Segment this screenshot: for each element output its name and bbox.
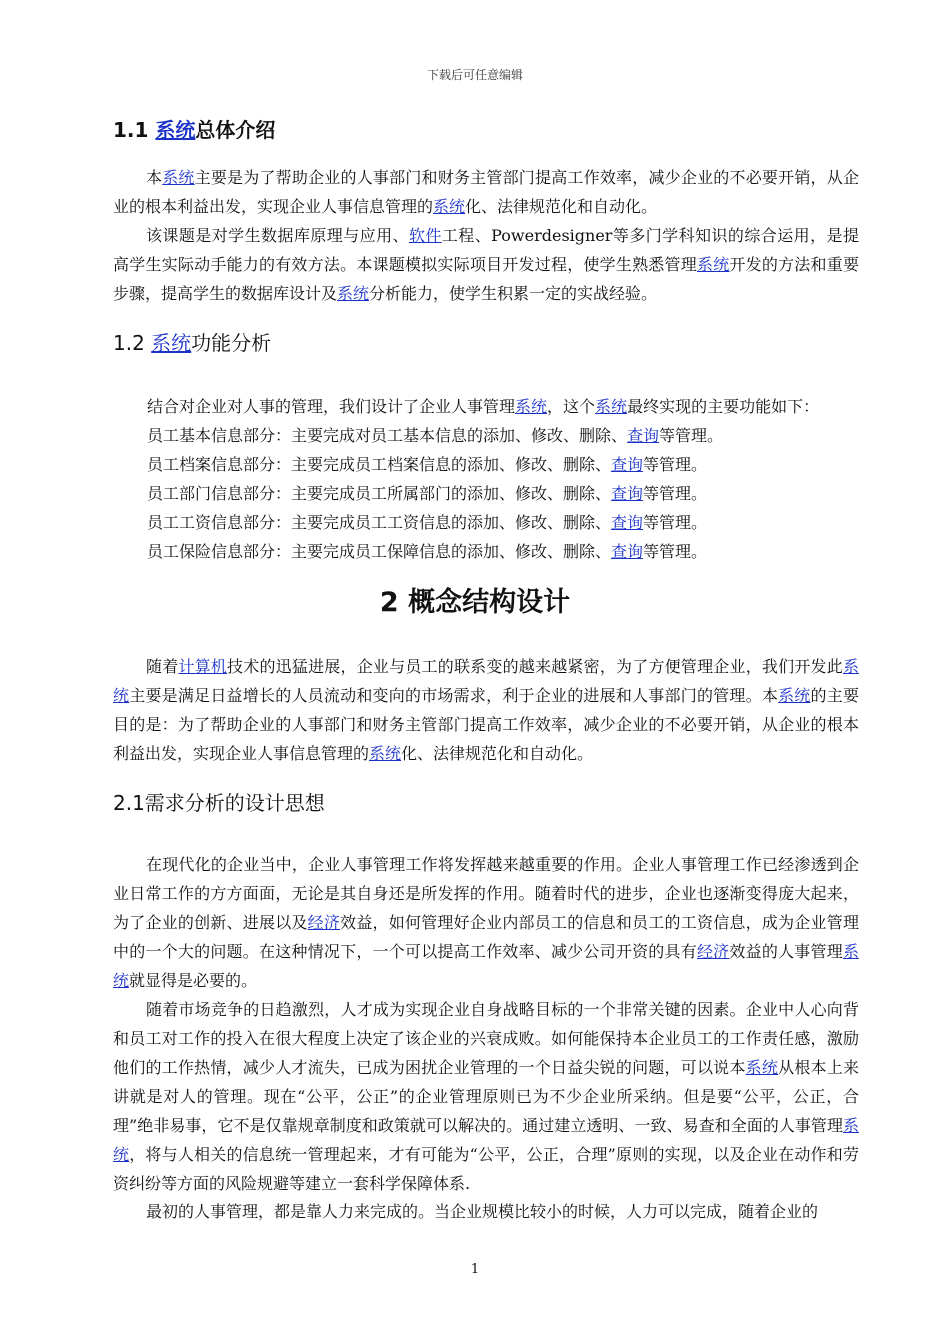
paragraph-chapter2: 随着计算机技术的迅猛进展，企业与员工的联系变的越来越紧密，为了方便管理企业，我们开发此系统主要是满足日益增长的人员流动和变向的市场需求，利于企业的进展和人事部门的管理。本系统的主要目的是：为了帮助企业的人事部门和财务主管部门提高工作效率，减少企业的不必要开销，从企业的根本利益出发，实现企业人事信息管理的系统化、法律规范化和自动化。 xyxy=(113,657,859,763)
system-link[interactable]: 系统 xyxy=(113,657,859,705)
section-heading-1-2 xyxy=(113,327,271,356)
paragraph-modern: 在现代化的企业当中，企业人事管理工作将发挥越来越重要的作用。企业人事管理工作已经渗透到企业日常工作的方方面面，无论是其自身还是所发挥的作用。随着时代的进步，企业也逐渐变得庞大起来，为了企业的创新、进展以及经济效益，如何管理好企业内部员工的信息和员工的工资信息，成为企业管理中的一个大的问题。在这种情况下，一个可以提高工作效率、减少公司开资的具有经济效益的人事管理系统就显得是必要的。 xyxy=(113,855,859,990)
system-link[interactable]: 系统 xyxy=(515,397,548,416)
system-link[interactable]: 系统 xyxy=(337,284,370,303)
section-title: 功能分析 xyxy=(191,331,272,355)
economy-link[interactable]: 经济 xyxy=(307,913,341,932)
economy-link[interactable]: 经济 xyxy=(696,942,730,961)
page-number: 1 xyxy=(470,1262,480,1277)
query-link[interactable]: 查询 xyxy=(611,513,644,532)
feature-item: 员工工资信息部分：主要完成员工工资信息的添加、修改、删除、查询等管理。 xyxy=(147,513,708,532)
paragraph-project: 该课题是对学生数据库原理与应用、软件工程、Powerdesigner等多门学科知识的综合运用，是提高学生实际动手能力的有效方法。本课题模拟实际项目开发过程，使学生熟悉管理系统开发的方法和重要步骤，提高学生的数据库设计及系统分析能力，使学生积累一定的实战经验。 xyxy=(113,226,859,303)
system-link[interactable]: 系统 xyxy=(696,255,730,274)
system-link[interactable]: 系统 xyxy=(113,942,859,990)
feature-item: 员工保险信息部分：主要完成员工保障信息的添加、修改、删除、查询等管理。 xyxy=(147,542,708,561)
paragraph-competition: 随着市场竞争的日趋激烈，人才成为实现企业自身战略目标的一个非常关键的因素。企业中人心向背和员工对工作的投入在很大程度上决定了该企业的兴衰成败。如何能保持本企业员工的工作责任感，激励他们的工作热情，减少人才流失，已成为困扰企业管理的一个日益尖锐的问题，可以说本系统从根本上来讲就是对人的管理。现在“公平，公正”的企业管理原则已为不少企业所采纳。但是要“公平，公正，合理”绝非易事，它不是仅靠规章制度和政策就可以解决的。通过建立透明、一致、易查和全面的人事管理系统，将与人相关的信息统一管理起来，才有可能为“公平，公正，合理”原则的实现，以及企业在动作和劳资纠纷等方面的风险规避等建立一套科学保障体系. xyxy=(113,1000,859,1193)
system-link[interactable]: 系统 xyxy=(369,744,402,763)
query-link[interactable]: 查询 xyxy=(627,426,660,445)
query-link[interactable]: 查询 xyxy=(611,484,644,503)
system-link[interactable]: 系统 xyxy=(595,397,628,416)
section-title: 总体介绍 xyxy=(195,118,276,142)
system-link[interactable]: 系统 xyxy=(155,118,196,142)
computer-link[interactable]: 计算机 xyxy=(178,657,228,676)
paragraph-intro: 本系统主要是为了帮助企业的人事部门和财务主管部门提高工作效率，减少企业的不必要开销，从企业的根本利益出发，实现企业人事信息管理的系统化、法律规范化和自动化。 xyxy=(113,168,859,216)
system-link[interactable]: 系统 xyxy=(162,168,195,187)
feature-item: 员工基本信息部分：主要完成对员工基本信息的添加、修改、删除、查询等管理。 xyxy=(147,426,724,445)
software-link[interactable]: 软件 xyxy=(408,226,442,245)
section-number: 1.1 xyxy=(113,118,156,142)
section-heading-1-1 xyxy=(113,114,275,143)
system-link[interactable]: 系统 xyxy=(113,1116,859,1164)
paragraph-initial: 最初的人事管理，都是靠人力来完成的。当企业规模比较小的时候，人力可以完成，随着企业的 xyxy=(146,1202,819,1221)
system-link[interactable]: 系统 xyxy=(778,686,811,705)
feature-item: 员工档案信息部分：主要完成员工档案信息的添加、修改、删除、查询等管理。 xyxy=(147,455,708,474)
page-header: 下载后可任意编辑 xyxy=(426,68,523,82)
features-intro: 结合对企业对人事的管理，我们设计了企业人事管理系统，这个系统最终实现的主要功能如下： xyxy=(147,397,820,416)
section-number: 1.2 xyxy=(113,331,152,355)
system-link[interactable]: 系统 xyxy=(745,1058,779,1077)
query-link[interactable]: 查询 xyxy=(611,542,644,561)
chapter-title: 2 概念结构设计 xyxy=(379,587,571,618)
system-link[interactable]: 系统 xyxy=(433,197,466,216)
section-heading-2-1: 2.1需求分析的设计思想 xyxy=(113,791,325,815)
feature-item: 员工部门信息部分：主要完成员工所属部门的添加、修改、删除、查询等管理。 xyxy=(147,484,708,503)
system-link[interactable]: 系统 xyxy=(151,331,192,355)
query-link[interactable]: 查询 xyxy=(611,455,644,474)
